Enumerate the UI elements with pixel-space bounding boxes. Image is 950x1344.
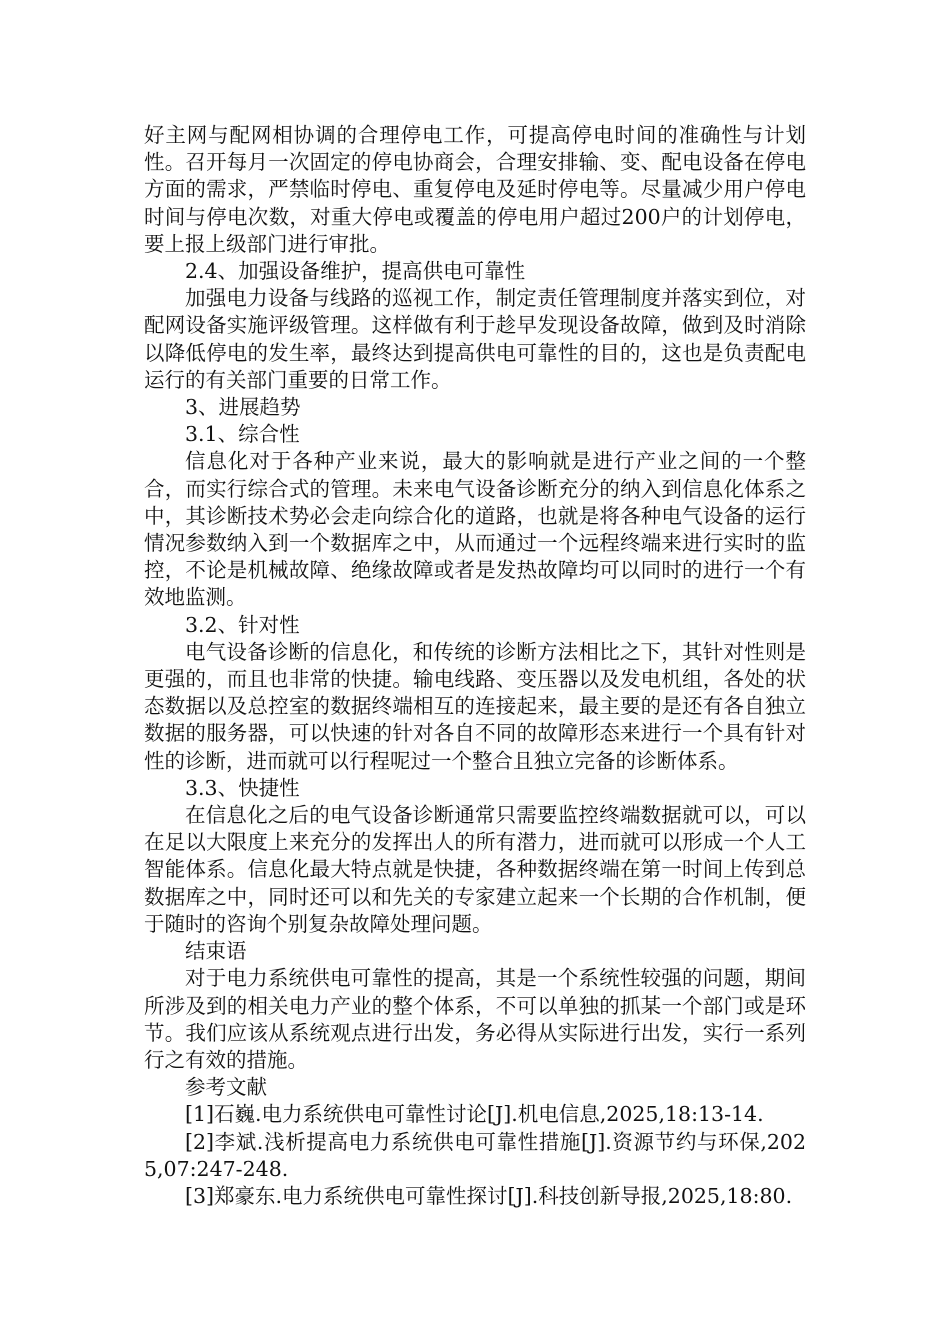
paragraph-continued: 好主网与配网相协调的合理停电工作，可提高停电时间的准确性与计划性。召开每月一次固定的停电协商会，合理安排输、变、配电设备在停电方面的需求，严禁临时停电、重复停电及延时停电等。尽量减少用户停电时间与停电次数，对重大停电或覆盖的停电用户超过200户的计划停电，要上报上级部门进行审批。 — [144, 123, 806, 256]
section-heading-2-4: 2.4、加强设备维护，提高供电可靠性 — [185, 259, 526, 284]
section-heading-3-2: 3.2、针对性 — [185, 612, 300, 637]
document-page — [144, 122, 806, 1210]
paragraph-3-1: 信息化对于各种产业来说，最大的影响就是进行产业之间的一个整合，而实行综合式的管理。未来电气设备诊断充分的纳入到信息化体系之中，其诊断技术势必会走向综合化的道路，也就是将各种电气设备的运行情况参数纳入到一个数据库之中，从而通过一个远程终端来进行实时的监控，不论是机械故障、绝缘故障或者是发热故障均可以同时的进行一个有效地监测。 — [144, 449, 806, 610]
paragraph-3-2: 电气设备诊断的信息化，和传统的诊断方法相比之下，其针对性则是更强的，而且也非常的快捷。输电线路、变压器以及发电机组，各处的状态数据以及总控室的数据终端相互的连接起来，最主要的是还有各自独立数据的服务器，可以快速的针对各自不同的故障形态来进行一个具有针对性的诊断，进而就可以行程呢过一个整合且独立完备的诊断体系。 — [144, 639, 806, 773]
reference-item-3: [3]郑豪东.电力系统供电可靠性探讨[J].科技创新导报,2025,18:80. — [185, 1183, 793, 1208]
reference-item-1: [1]石巍.电力系统供电可靠性讨论[J].机电信息,2025,18:13-14. — [185, 1102, 764, 1127]
section-heading-3-3: 3.3、快捷性 — [185, 775, 300, 800]
reference-item-2: [2]李斌.浅析提高电力系统供电可靠性措施[J].资源节约与环保,2025,07:247-248. — [144, 1129, 806, 1181]
references-heading: 参考文献 — [185, 1075, 267, 1100]
section-heading-3-1: 3.1、综合性 — [185, 422, 300, 447]
paragraph-2-4: 加强电力设备与线路的巡视工作，制定责任管理制度并落实到位，对配网设备实施评级管理。这样做有利于趁早发现设备故障，做到及时消除以降低停电的发生率，最终达到提高供电可靠性的目的，这也是负责配电运行的有关部门重要的日常工作。 — [144, 286, 806, 392]
section-heading-3: 3、进展趋势 — [185, 395, 301, 420]
paragraph-conclusion: 对于电力系统供电可靠性的提高，其是一个系统性较强的问题，期间所涉及到的相关电力产业的整个体系，不可以单独的抓某一个部门或是环节。我们应该从系统观点进行出发，务必得从实际进行出发，实行一系列行之有效的措施。 — [144, 966, 806, 1072]
paragraph-3-3: 在信息化之后的电气设备诊断通常只需要监控终端数据就可以，可以在足以大限度上来充分的发挥出人的所有潜力，进而就可以形成一个人工智能体系。信息化最大特点就是快捷，各种数据终端在第一时间上传到总数据库之中，同时还可以和先关的专家建立起来一个长期的合作机制，便于随时的咨询个别复杂故障处理问题。 — [144, 803, 806, 936]
conclusion-heading: 结束语 — [185, 939, 247, 964]
